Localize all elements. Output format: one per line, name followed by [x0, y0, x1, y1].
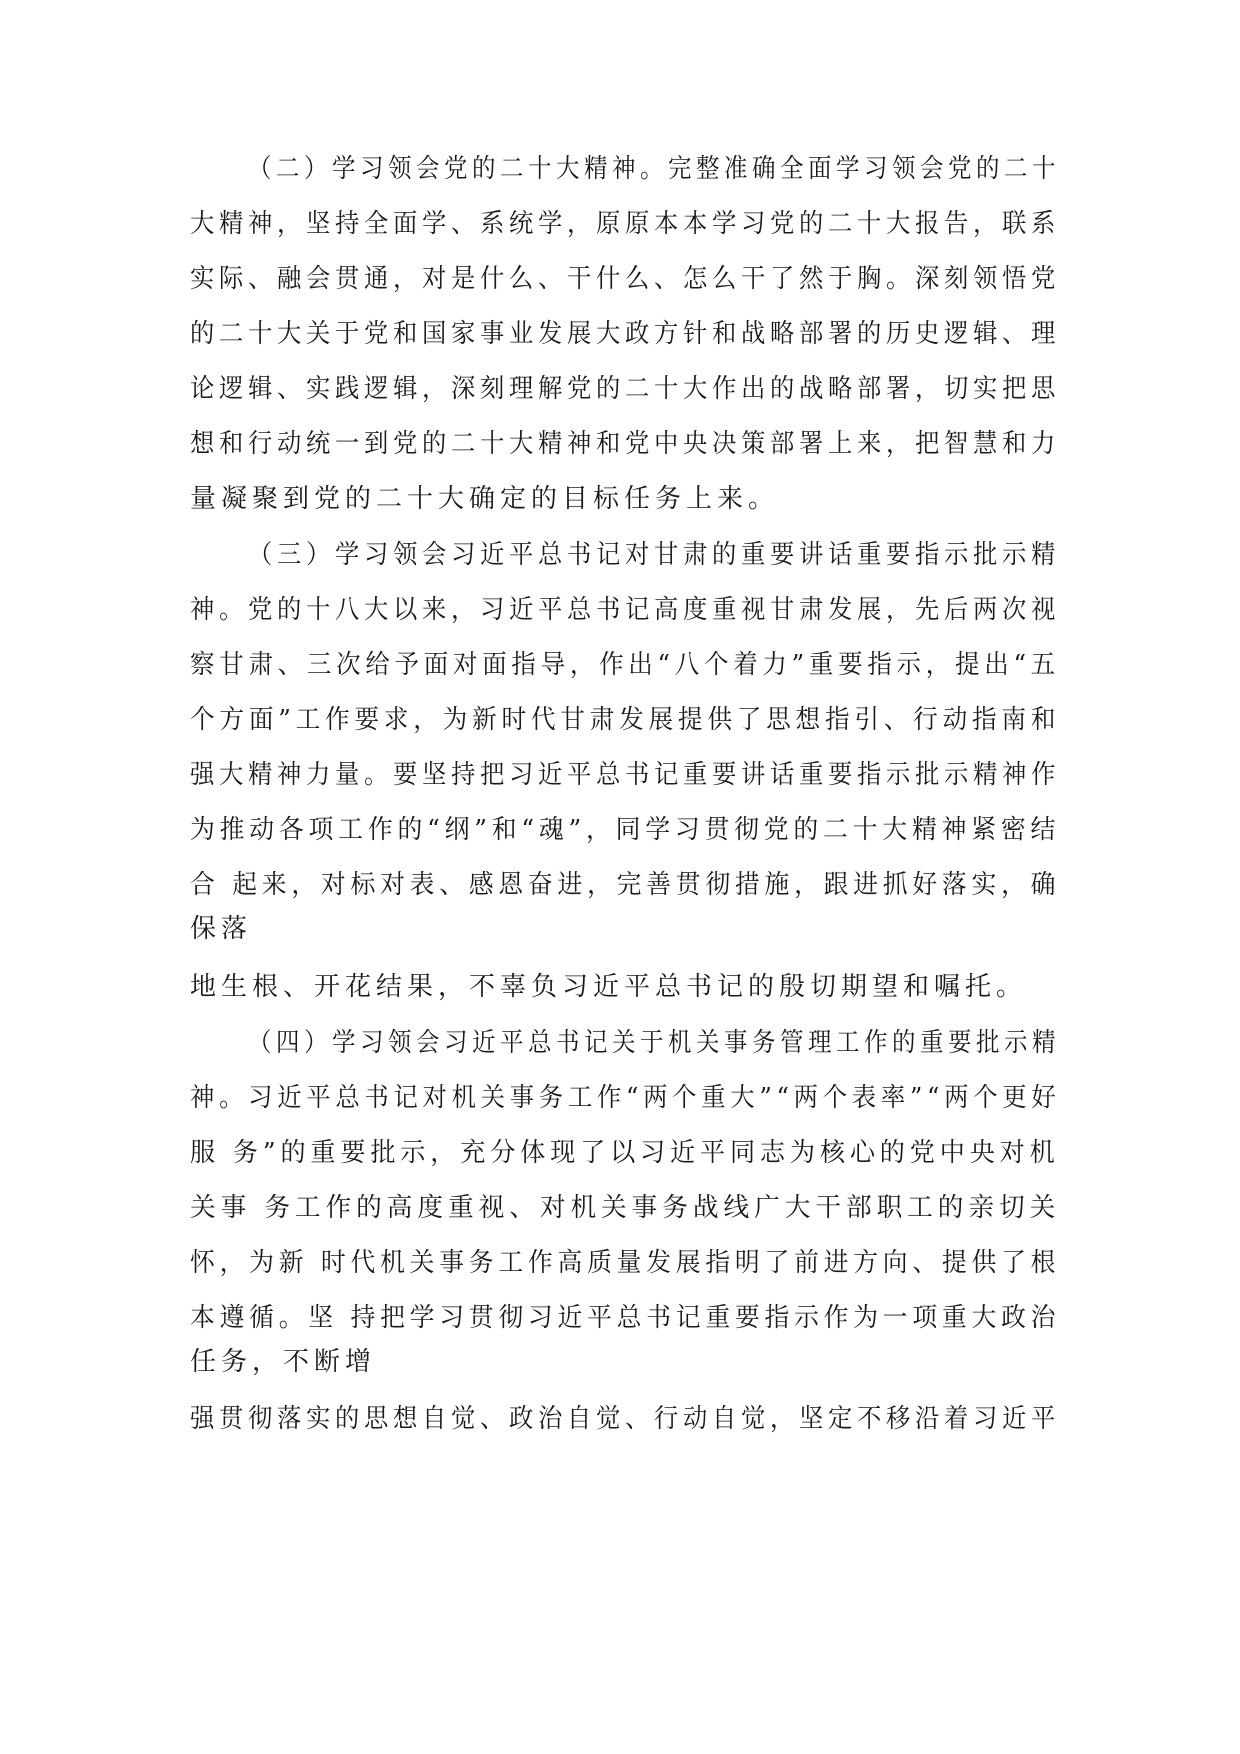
- text-line: 强贯彻落实的思想自觉、政治自觉、行动自觉，坚定不移沿着习近平: [190, 1404, 1061, 1434]
- text-line: 量凝聚到党的二十大确定的目标任务上来。: [190, 484, 780, 514]
- text-line: 论逻辑、实践逻辑，深刻理解党的二十大作出的战略部署，切实把思: [190, 374, 1061, 404]
- text-line: 任务，不断增: [190, 1347, 377, 1377]
- text-line: 神。党的十八大以来，习近平总书记高度重视甘肃发展，先后两次视: [190, 595, 1061, 625]
- section-4-heading-line: （四）学习领会习近平总书记关于机关事务管理工作的重要批示精: [248, 1028, 1060, 1058]
- text-line: 服 务”的重要批示，充分体现了以习近平同志为核心的党中央对机: [190, 1138, 1060, 1168]
- text-line: 强大精神力量。要坚持把习近平总书记重要讲话重要指示批示精神作: [190, 760, 1061, 790]
- text-line: 合 起来，对标对表、感恩奋进，完善贯彻措施，跟进抓好落实，确: [190, 870, 1061, 900]
- text-line: 保落: [190, 914, 253, 944]
- text-line: 关事 务工作的高度重视、对机关事务战线广大干部职工的亲切关: [190, 1193, 1061, 1223]
- text-line: 察甘肃、三次给予面对面指导，作出“八个着力”重要指示，提出“五: [190, 650, 1060, 680]
- text-line: 怀，为新 时代机关事务工作高质量发展指明了前进方向、提供了根: [190, 1248, 1061, 1278]
- text-line: 个方面”工作要求，为新时代甘肃发展提供了思想指引、行动指南和: [190, 705, 1061, 735]
- section-2-heading-line: （二）学习领会党的二十大精神。完整准确全面学习领会党的二十: [248, 154, 1060, 184]
- text-line: 的二十大关于党和国家事业发展大政方针和战略部署的历史逻辑、理: [190, 319, 1061, 349]
- text-line: 神。习近平总书记对机关事务工作“两个重大”“两个表率”“两个更好: [190, 1083, 1061, 1113]
- text-line: 实际、融会贯通，对是什么、干什么、怎么干了然于胸。深刻领悟党: [190, 264, 1061, 294]
- text-line: 大精神，坚持全面学、系统学，原原本本学习党的二十大报告，联系: [190, 209, 1061, 239]
- section-3-heading-line: （三）学习领会习近平总书记对甘肃的重要讲话重要指示批示精: [248, 540, 1061, 570]
- text-line: 本遵循。坚 持把学习贯彻习近平总书记重要指示作为一项重大政治: [190, 1303, 1061, 1333]
- text-line: 想和行动统一到党的二十大精神和党中央决策部署上来，把智慧和力: [190, 429, 1061, 459]
- text-line: 为推动各项工作的“纲”和“魂”，同学习贯彻党的二十大精神紧密结: [190, 815, 1061, 845]
- text-line: 地生根、开花结果，不辜负习近平总书记的殷切期望和嘱托。: [190, 972, 1028, 1002]
